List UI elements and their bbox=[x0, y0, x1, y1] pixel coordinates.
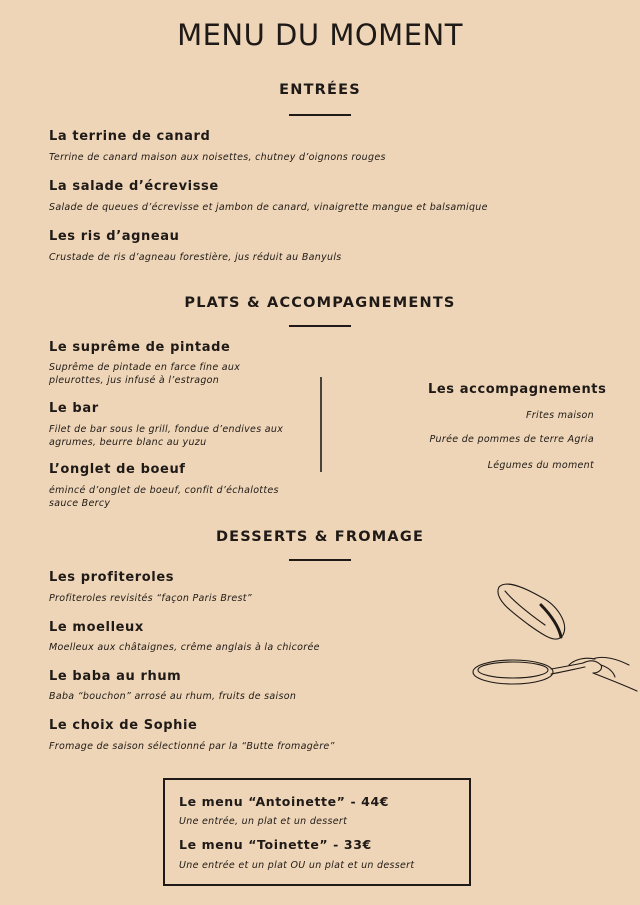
plat-description-line: Filet de bar sous le grill, fondue d’endives aux bbox=[49, 424, 284, 435]
accompagnement-item: Légumes du moment bbox=[487, 460, 594, 471]
plat-description bbox=[49, 484, 279, 510]
menu-title: MENU DU MOMENT bbox=[177, 18, 463, 52]
dessert-description: Fromage de saison sélectionné par la “Butte fromagère” bbox=[49, 741, 335, 752]
dessert-name: Le baba au rhum bbox=[49, 669, 182, 684]
formule-name: Le menu “Toinette” - 33€ bbox=[179, 837, 372, 852]
entree-name: La terrine de canard bbox=[49, 129, 211, 144]
plat-name: L’onglet de boeuf bbox=[49, 462, 186, 477]
dessert-name: Les profiteroles bbox=[49, 570, 175, 585]
entree-name: La salade d’écrevisse bbox=[49, 179, 219, 194]
dessert-description: Moelleux aux châtaignes, crême anglais à la chicorée bbox=[49, 642, 320, 653]
dessert-description: Baba “bouchon” arrosé au rhum, fruits de saison bbox=[49, 691, 297, 702]
entree-name: Les ris d’agneau bbox=[49, 229, 180, 244]
plat-description-line: Suprême de pintade en farce fine aux bbox=[49, 362, 241, 373]
section-divider bbox=[289, 559, 351, 561]
plat-name: Le suprême de pintade bbox=[49, 340, 231, 355]
section-title-entrees: ENTRÉES bbox=[279, 82, 361, 98]
accompagnement-item: Purée de pommes de terre Agria bbox=[429, 434, 594, 445]
dessert-name: Le choix de Sophie bbox=[49, 718, 198, 733]
plat-description-line: agrumes, beurre blanc au yuzu bbox=[49, 437, 207, 448]
entree-description: Salade de queues d’écrevisse et jambon de canard, vinaigrette mangue et balsamique bbox=[49, 202, 488, 213]
formule-description: Une entrée, un plat et un dessert bbox=[179, 816, 348, 827]
formule-name: Le menu “Antoinette” - 44€ bbox=[179, 794, 390, 809]
plat-description-line: émincé d’onglet de boeuf, confit d’échalottes bbox=[49, 485, 279, 496]
formule-description: Une entrée et un plat OU un plat et un dessert bbox=[179, 860, 415, 871]
plat-name: Le bar bbox=[49, 401, 99, 416]
plat-description bbox=[49, 361, 240, 387]
formules-box bbox=[163, 778, 471, 886]
plat-description bbox=[49, 423, 283, 449]
entree-description: Terrine de canard maison aux noisettes, chutney d’oignons rouges bbox=[49, 152, 386, 163]
column-divider bbox=[320, 377, 322, 472]
accompagnements-title: Les accompagnements bbox=[428, 382, 607, 397]
entree-description: Crustade de ris d’agneau forestière, jus réduit au Banyuls bbox=[49, 252, 342, 263]
section-title-desserts: DESSERTS & FROMAGE bbox=[215, 529, 425, 545]
dessert-description: Profiteroles revisités “façon Paris Brest” bbox=[49, 593, 253, 604]
plat-description-line: pleurottes, jus infusé à l’estragon bbox=[49, 375, 220, 386]
section-title-plats: PLATS & ACCOMPAGNEMENTS bbox=[184, 295, 456, 311]
accompagnement-item: Frites maison bbox=[526, 410, 594, 421]
section-divider bbox=[289, 114, 351, 116]
section-divider bbox=[289, 325, 351, 327]
plat-description-line: sauce Bercy bbox=[49, 498, 111, 509]
pan-crepe-illustration bbox=[465, 575, 640, 700]
dessert-name: Le moelleux bbox=[49, 620, 144, 635]
